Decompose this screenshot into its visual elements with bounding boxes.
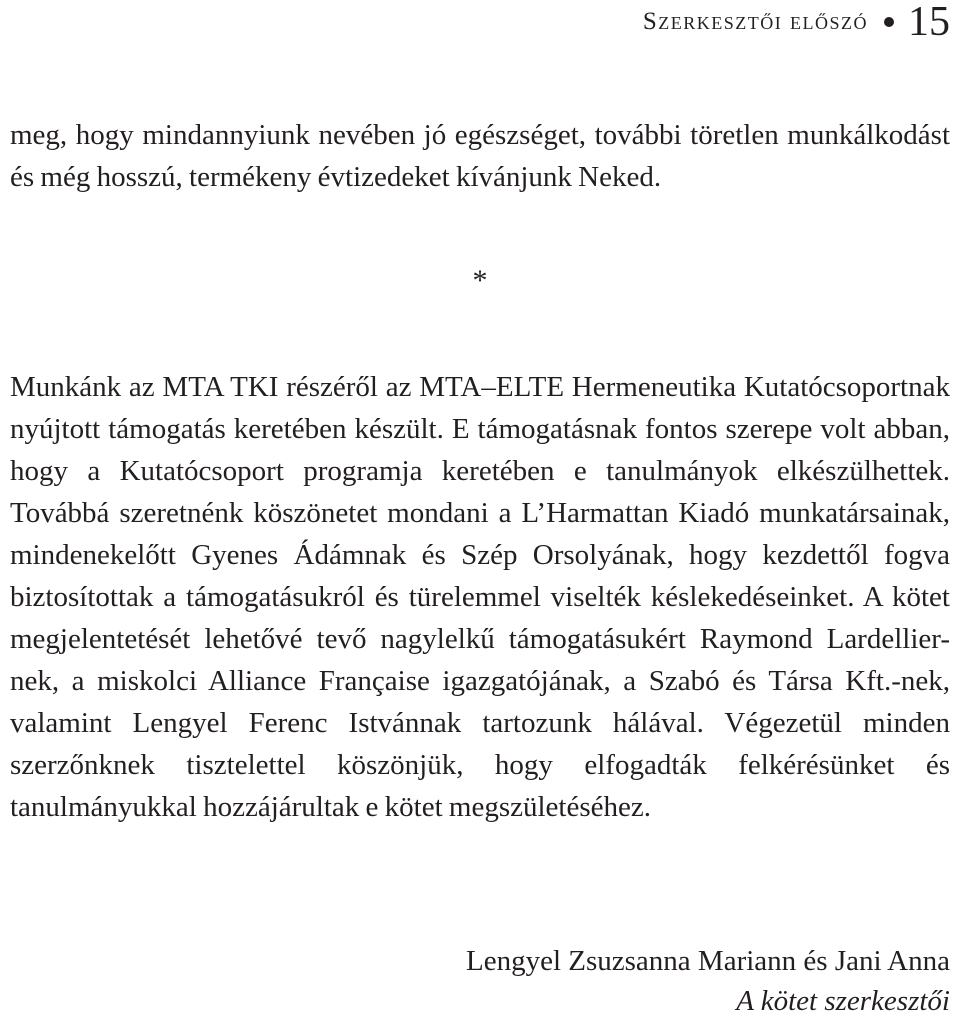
running-head bbox=[642, 0, 950, 45]
section-separator: * bbox=[472, 264, 488, 297]
bullet-icon bbox=[884, 17, 894, 27]
signature-names: Lengyel Zsuzsanna Mariann és Jani Anna bbox=[466, 945, 950, 977]
page-number: 15 bbox=[908, 0, 950, 45]
paragraph-2: Munkánk az MTA TKI részéről az MTA–ELTE Hermeneutika Kutatócsoportnak nyújtott támogatás keretében készült. E támogatásnak fontos szerepe volt abban, hogy a Kutatócsoport programja keretében e tanulmányok elkészülhettek. Továbbá szeretnénk köszönetet mondani a L’Harmattan Kiadó munkatársainak, mindenekelőtt Gyenes Ádámnak és Szép Orsolyának, hogy kezdettől fogva biztosítottak a támogatásukról és türelemmel viselték késlekedéseinket. A kötet megjelentetését lehetővé tevő nagylelkű támogatásukért Raymond Lardellier-nek, a miskolci Alliance Française igazgatójának, a Szabó és Társa Kft.-nek, valamint Lengyel Ferenc Istvánnak tartozunk hálával. Végezetül minden szerzőnknek tisztelettel köszönjük, hogy elfogadták felkérésünket és tanulmányukkal hozzájárultak e kötet megszületéséhez. bbox=[10, 371, 950, 823]
running-title: Szerkesztői előszó bbox=[642, 8, 868, 35]
signature-role: A kötet szerkesztői bbox=[736, 985, 950, 1017]
signature-block bbox=[466, 941, 950, 1021]
paragraph-1: meg, hogy mindannyiunk nevében jó egészséget, további töretlen munkálkodást és még hosszú, termékeny évtizedeket kívánjunk Neked. bbox=[10, 119, 950, 193]
